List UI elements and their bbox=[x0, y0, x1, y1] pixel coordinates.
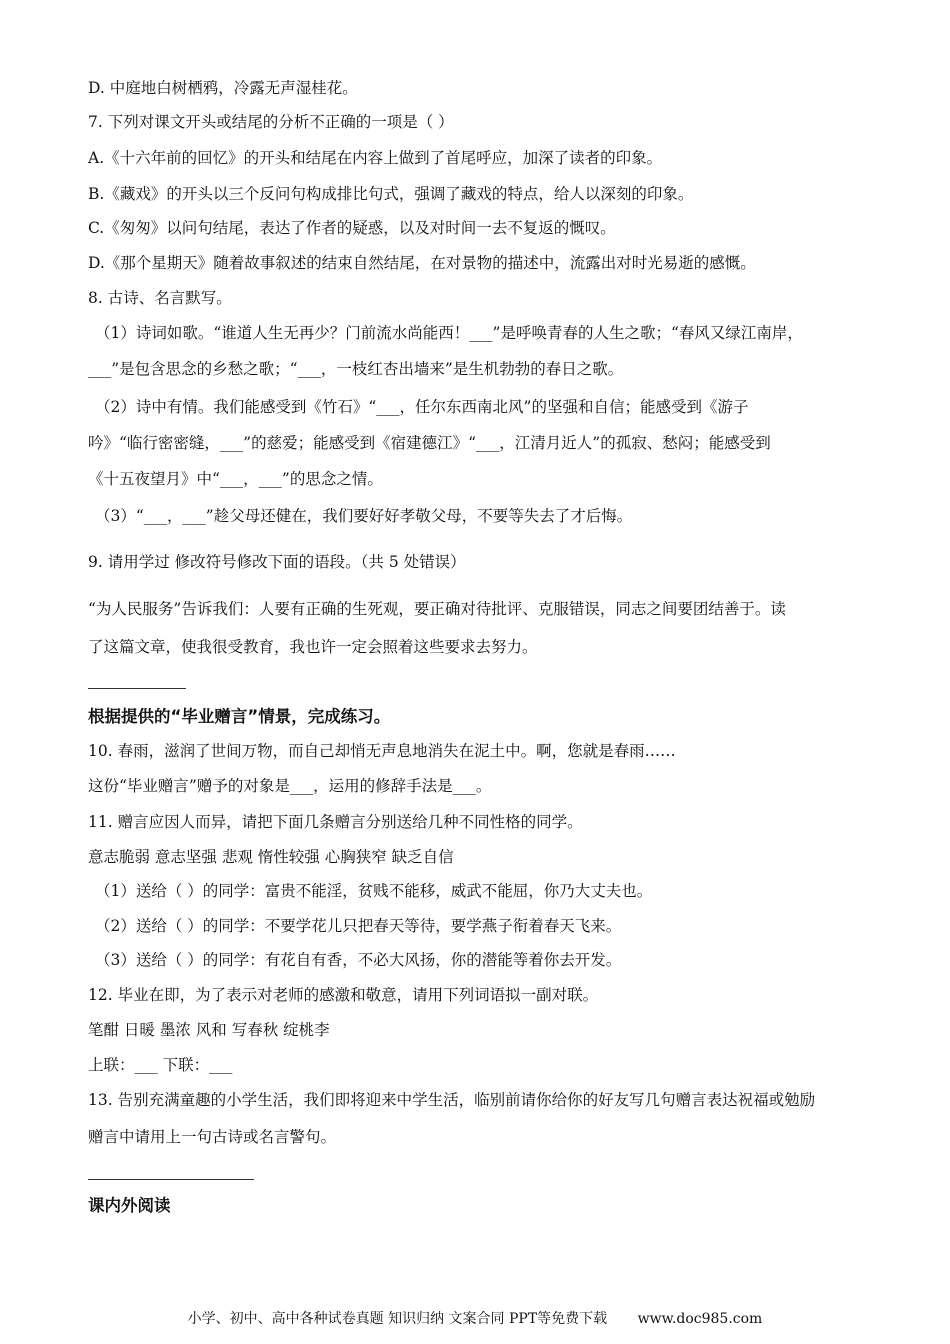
q8-part2-line3: 《十五夜望月》中“___，___”的思念之情。 bbox=[88, 470, 383, 488]
q7-stem: 7. 下列对课文开头或结尾的分析不正确的一项是（ ） bbox=[88, 113, 454, 131]
page-footer bbox=[0, 1308, 950, 1328]
q9-passage-line2: 了这篇文章，使我很受教育，我也许一定会照着这些要求去努力。 bbox=[88, 638, 538, 656]
footer-link[interactable]: www.doc985.com bbox=[637, 1311, 763, 1327]
q7-option-a: A.《十六年前的回忆》的开头和结尾在内容上做到了首尾呼应，加深了读者的印象。 bbox=[88, 149, 663, 167]
q7-option-d: D.《那个星期天》随着故事叙述的结束自然结尾，在对景物的描述中，流露出对时光易逝的感慨。 bbox=[88, 254, 756, 272]
q7-option-c: C.《匆匆》以问句结尾，表达了作者的疑惑，以及对时间一去不复返的慨叹。 bbox=[88, 219, 616, 237]
answer-line bbox=[88, 688, 186, 689]
section-heading-graduation: 根据提供的“毕业赠言”情景，完成练习。 bbox=[88, 707, 391, 726]
q8-part1-line2: ___”是包含思念的乡愁之歌；“___，一枝红杏出墙来”是生机勃勃的春日之歌。 bbox=[88, 360, 624, 378]
q8-part3: （3）“___，___”趁父母还健在，我们要好好孝敬父母，不要等失去了才后悔。 bbox=[95, 507, 633, 525]
q10-question: 这份“毕业赠言”赠予的对象是___，运用的修辞手法是___。 bbox=[88, 777, 492, 795]
q10-stem: 10. 春雨，滋润了世间万物，而自己却悄无声息地消失在泥土中。啊，您就是春雨…… bbox=[88, 742, 676, 760]
q12-stem: 12. 毕业在即，为了表示对老师的感激和敬意，请用下列词语拟一副对联。 bbox=[88, 986, 599, 1004]
q11-options: 意志脆弱 意志坚强 悲观 惰性较强 心胸狭窄 缺乏自信 bbox=[88, 848, 454, 866]
q11-item3: （3）送给（ ）的同学：有花自有香，不必大风扬，你的潜能等着你去开发。 bbox=[95, 951, 622, 969]
q12-words: 笔酣 日暖 墨浓 风和 写春秋 绽桃李 bbox=[88, 1021, 330, 1039]
answer-line bbox=[88, 1179, 254, 1180]
section-heading-reading: 课内外阅读 bbox=[88, 1196, 171, 1215]
footer-text: 小学、初中、高中各种试卷真题 知识归纳 文案合同 PPT等免费下载 bbox=[187, 1311, 608, 1327]
q8-part2-line2: 吟》“临行密密缝，___”的慈爱；能感受到《宿建德江》“___，江清月近人”的孤寂、愁闷；能感受到 bbox=[88, 434, 771, 452]
q8-part1-line1: （1）诗词如歌。“谁道人生无再少？门前流水尚能西！___”是呼唤青春的人生之歌；“春风又绿江南岸， bbox=[95, 324, 803, 342]
q13-stem-line1: 13. 告别充满童趣的小学生活，我们即将迎来中学生活，临别前请你给你的好友写几句赠言表达祝福或勉励 bbox=[88, 1091, 816, 1109]
q8-part2-line1: （2）诗中有情。我们能感受到《竹石》“___，任尔东西南北风”的坚强和自信；能感受到《游子 bbox=[95, 398, 749, 416]
q11-stem: 11. 赠言应因人而异，请把下面几条赠言分别送给几种不同性格的同学。 bbox=[88, 813, 583, 831]
q12-answer: 上联：___ 下联：___ bbox=[88, 1056, 233, 1074]
q11-item2: （2）送给（ ）的同学：不要学花儿只把春天等待，要学燕子衔着春天飞来。 bbox=[95, 917, 622, 935]
q11-item1: （1）送给（ ）的同学：富贵不能淫，贫贱不能移，威武不能屈，你乃大丈夫也。 bbox=[95, 882, 653, 900]
q9-stem: 9. 请用学过 修改符号修改下面的语段。（共 5 处错误） bbox=[88, 553, 466, 571]
q13-stem-line2: 赠言中请用上一句古诗或名言警句。 bbox=[88, 1128, 337, 1146]
q9-passage-line1: “为人民服务”告诉我们：人要有正确的生死观，要正确对待批评、克服错误，同志之间要团结善于。读 bbox=[88, 600, 786, 618]
q6-option-d: D. 中庭地白树栖鸦，冷露无声湿桂花。 bbox=[88, 79, 358, 97]
q7-option-b: B.《藏戏》的开头以三个反问句构成排比句式，强调了藏戏的特点，给人以深刻的印象。 bbox=[88, 185, 694, 203]
q8-stem: 8. 古诗、名言默写。 bbox=[88, 289, 232, 307]
